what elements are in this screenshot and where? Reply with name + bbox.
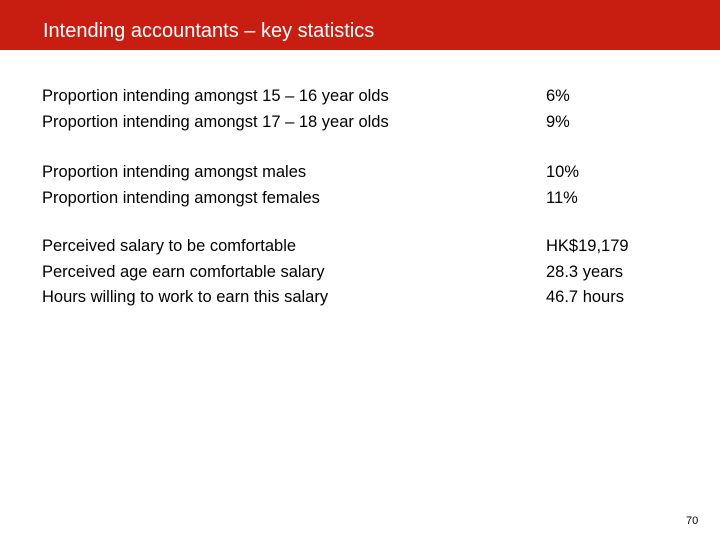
stat-row [0,234,720,260]
stat-value: 46.7 hours [546,288,624,306]
stat-label: Proportion intending amongst males [42,163,307,181]
stat-group-gender [0,160,720,211]
stat-value: 28.3 years [546,262,624,281]
stat-group-age [0,84,720,135]
stat-label: Perceived age earn comfortable salary [42,262,325,281]
stat-label: Proportion intending amongst 15 – 16 year olds [42,87,389,105]
title-bar [0,0,720,50]
stat-value: HK$19,179 [546,237,629,255]
stat-row [0,110,720,136]
stat-value: 11% [546,188,578,207]
stat-row [0,160,720,186]
stat-value: 10% [546,163,580,181]
stat-label: Hours willing to work to earn this salary [42,288,329,306]
page-number: 70 [686,515,699,527]
stat-group-salary [0,234,720,311]
stat-row [0,285,720,311]
stat-row [0,186,720,212]
stat-value: 9% [546,112,570,131]
stat-label: Proportion intending amongst females [42,188,320,207]
slide-title: Intending accountants – key statistics [43,20,375,42]
stat-row [0,260,720,286]
stat-value: 6% [546,87,570,105]
stat-label: Perceived salary to be comfortable [42,237,297,255]
stat-row [0,84,720,110]
stat-label: Proportion intending amongst 17 – 18 year olds [42,112,389,131]
